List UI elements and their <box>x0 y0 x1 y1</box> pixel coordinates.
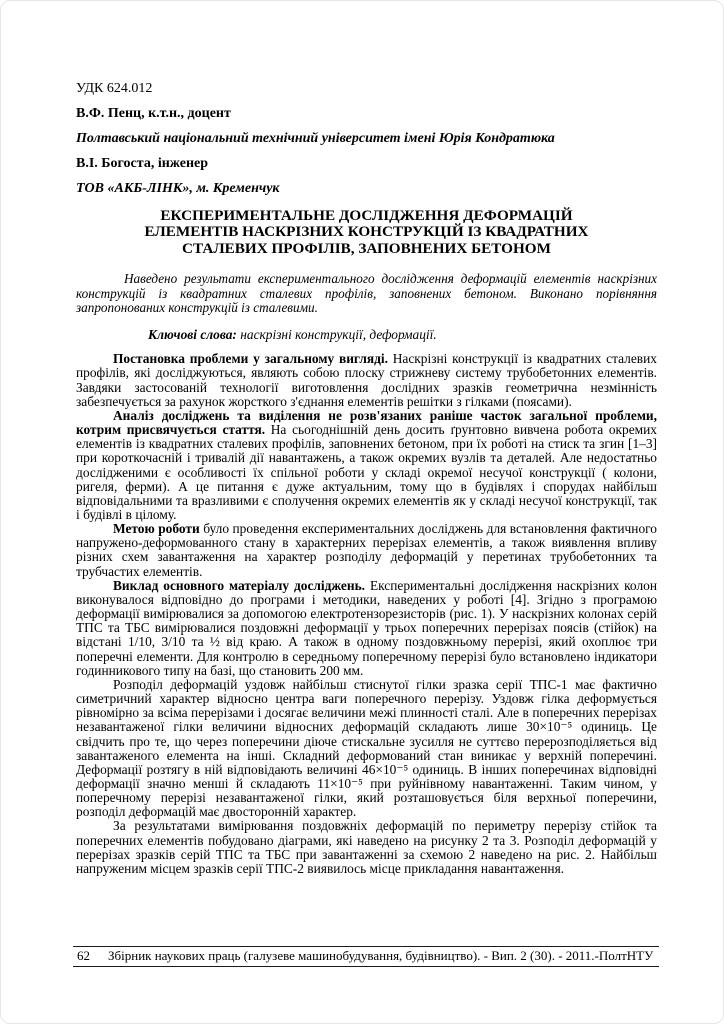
author-name-1: В.Ф. Пенц, к.т.н., доцент <box>76 106 231 121</box>
page-footer <box>73 946 659 967</box>
article-title-line-2: ЕЛЕМЕНТІВ НАСКРІЗНИХ КОНСТРУКЦІЙ ІЗ КВАДРАТНИХ <box>144 223 589 241</box>
keywords-text: наскрізні конструкції, деформації. <box>236 327 437 343</box>
keywords-label: Ключові слова: <box>148 327 237 343</box>
author-name-2: В.І. Богоста, інженер <box>76 156 209 171</box>
body-paragraph-3 <box>76 522 657 579</box>
author-affiliation-2: ТОВ «АКБ-ЛІНК», м. Кременчук <box>76 181 280 196</box>
article-title-line-1: ЕКСПЕРИМЕНТАЛЬНЕ ДОСЛІДЖЕННЯ ДЕФОРМАЦІЙ <box>160 207 573 224</box>
article-title-line-3: СТАЛЕВИХ ПРОФІЛІВ, ЗАПОВНЕНИХ БЕТОНОМ <box>182 239 551 257</box>
abstract-text: Наведено результати експериментального дослідження деформацій елементів наскрізних конструкцій із квадратних сталевих профілів, заповнених бетоном. Виконано порівняння запропонованих конструкцій із сталевими. <box>76 270 657 316</box>
paragraph-2-lead: Аналіз досліджень та виділення не розв'язаних раніше часток загальної проблеми, котрим присвячується стаття. <box>76 407 657 438</box>
paragraph-4-lead: Виклад основного матеріалу досліджень. <box>113 577 366 593</box>
paragraph-1-lead: Постановка проблеми у загальному вигляді. <box>113 351 388 367</box>
body-paragraph-1 <box>76 352 657 409</box>
keywords-line <box>76 327 657 342</box>
udc-label: УДК 624.012 <box>76 81 153 96</box>
paragraph-3-lead: Метою роботи <box>113 521 200 537</box>
footer-journal-info: Збірник наукових праць (галузеве машинобудування, будівництво). - Вип. 2 (30). - 2011.-ПолтНТУ <box>108 948 654 963</box>
body-paragraph-4 <box>76 579 657 678</box>
page-content <box>76 81 657 876</box>
body-paragraph-2 <box>76 409 657 522</box>
article-body <box>76 352 657 876</box>
paragraph-1-text: Наскрізні конструкції із квадратних сталевих профілів, які досліджуються, являють собою плоску стрижневу систему трубобетонних елементів. Завдяки застосованій технології виготовлення дослідних зразків геометрична незмінність забезпечується за рахунок жорсткого з'єднання елементів решітки з гілками (поясами). <box>76 351 657 409</box>
body-paragraph-5 <box>76 678 657 820</box>
paragraph-6-text: За результатами вимірювання поздовжніх деформацій по периметру перерізу стійок та поперечних елементів побудовано діаграми, які наведено на рисунку 2 та 3. Розподіл деформацій у перерізах зразків серій ТПС та ТБС при завантаженні за схемою 2 наведено на рис. 2. Найбільш напруженим місцем зразків серії ТПС-2 виявилось місце прикладання навантаження. <box>76 818 657 876</box>
footer-page-number: 62 <box>77 948 90 963</box>
paragraph-2-text: На сьогоднішній день досить ґрунтовно вивчена робота окремих елементів із квадратних сталевих профілів, заповнених бетоном, при їх роботі на стиск та згин [1–3] при короткочасній і тривалій дії навантажень, а також окремих вузлів та деталей. Але недостатньо дослідженими є особливості їх спільної роботи у складі окремої несучої конструкції ( колони, ригеля, ферми). А це питання є дуже актуальним, тому що в будівлях і спорудах найбільш відповідальними та вразливими є сполучення окремих елементів як у складі несучої конструкції, так і будівлі в цілому. <box>76 422 657 522</box>
paragraph-4-text: Експериментальні дослідження наскрізних колон виконувалося відповідно до програми і методики, наведених у роботі [4]. Згідно з програмою деформації вимірювалися за допомогою електротензорезисторів (рис. 1). У наскрізних колонах серій ТПС та ТБС вимірювалися поздовжні деформації у трьох поперечних перерізах поясів (стійок) на відстані 1/10, 3/10 та ½ від краю. А також в одному поздовжньому перерізі, який охоплює три поперечні елементи. Для контролю в середньому поперечному перерізі було встановлено індикатори годинникового типу на базі, що становить 200 мм. <box>76 577 657 678</box>
paragraph-5-text: Розподіл деформацій уздовж найбільш стиснутої гілки зразка серії ТПС-1 має фактично симетричний характер відносно центра ваги поперечного перерізу. Уздовж гілка деформується рівномірно за всіма перерізами і досягає величини межі плинності сталі. Але в поперечних перерізах незавантаженої гілки величини відносних деформацій складають лише 30×10⁻⁵ одиниць. Це свідчить про те, що через поперечини діюче стискальне зусилля не суттєво перерозподіляється від завантаженого елемента на інші. Складний деформований стан виникає у верхній поперечині. Деформації розтягу в ній відповідають величині 46×10⁻⁵ одиниць. В інших поперечинах відповідні деформації значно менші й складають 11×10⁻⁵ при руйнівному навантаженні. Таким чином, у поперечному перерізі незавантаженої гілки, який розташовується біля верхньої поперечини, розподіл деформацій має двосторонній характер. <box>76 676 657 820</box>
body-paragraph-6 <box>76 819 657 876</box>
article-title <box>76 208 657 257</box>
paragraph-3-text: було проведення експериментальних досліджень для встановлення фактичного напружено-деформованного стану в характерних перерізах елементів, а також виявлення впливу різних схем завантаження на характер розподілу деформацій у перетинах трубобетонних та трубчастих елементів. <box>76 521 657 579</box>
author-affiliation-1: Полтавський національний технічний університет імені Юрія Кондратюка <box>76 131 555 146</box>
